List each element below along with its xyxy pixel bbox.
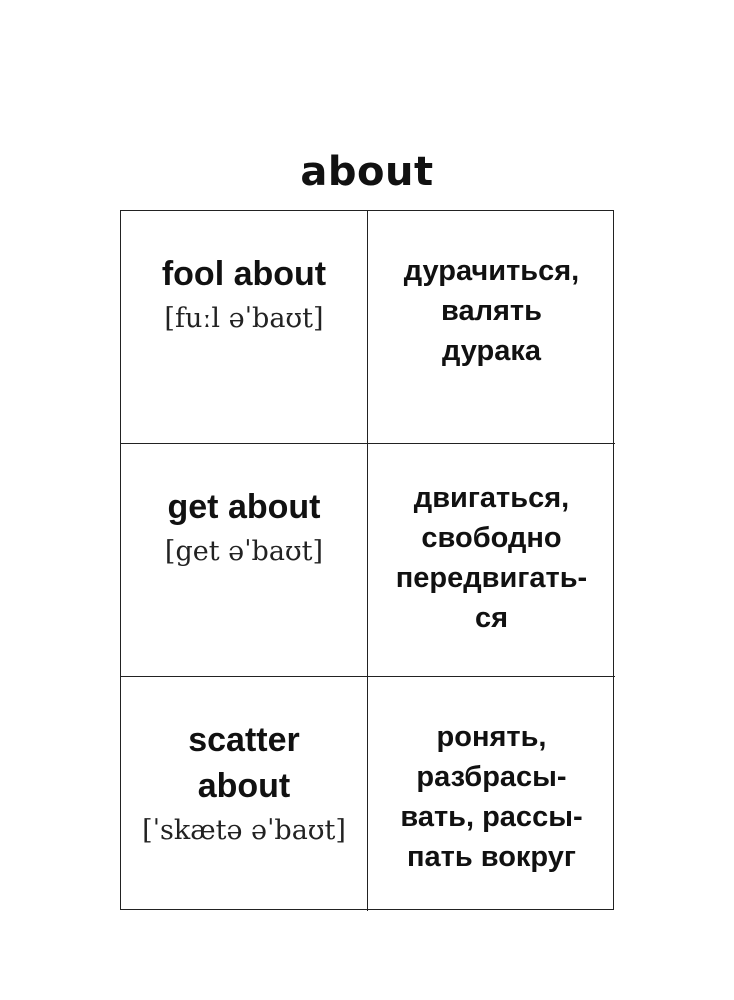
phrase-text: fool about: [161, 255, 327, 293]
transcription-text: [ˈskætə əˈbaʊt]: [142, 815, 346, 846]
phrase-text: get about: [167, 488, 321, 526]
phrase-cell-scatter-about: [121, 677, 368, 911]
translation-cell-get-about: [368, 444, 615, 677]
phrase-text: scatter about: [188, 721, 300, 805]
page-title: about: [300, 149, 434, 195]
translation-text: дурачиться, валять дурака: [403, 255, 580, 367]
phrase-cell-fool-about: [121, 211, 368, 444]
translation-text: двигаться, свободно передвигать- ся: [395, 482, 588, 634]
translation-cell-scatter-about: [368, 677, 615, 911]
translation-cell-fool-about: [368, 211, 615, 444]
phrasal-verb-table: [120, 210, 614, 910]
translation-text: ронять, разбрасы- вать, рассы- пать вокруг: [400, 721, 583, 873]
transcription-text: [fuːl əˈbaʊt]: [164, 303, 324, 334]
transcription-text: [get əˈbaʊt]: [164, 536, 324, 567]
phrase-cell-get-about: [121, 444, 368, 677]
